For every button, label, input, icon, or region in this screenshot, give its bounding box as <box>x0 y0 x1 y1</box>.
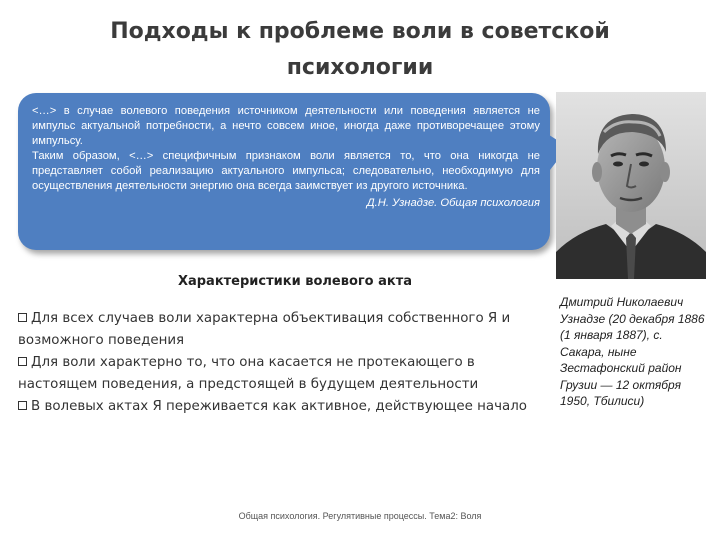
quote-source: Д.Н. Узнадзе. Общая психология <box>366 197 540 209</box>
list-item <box>18 352 540 396</box>
characteristics-heading: Характеристики волевого акта <box>177 274 413 289</box>
checkbox-bullet-icon <box>18 401 27 410</box>
characteristics-list <box>18 308 540 418</box>
footer-text: Общая психология. Регулятивные процессы. Тема2: Воля <box>238 511 482 521</box>
list-item-text: Для всех случаев воли характерна объективация собственного Я и возможного поведения <box>18 311 511 348</box>
quote-callout <box>18 93 550 250</box>
quote-paragraph-2: Таким образом, <…> специфичным признаком воли является то, что она никогда не представляет собой реализацию актуального импульса; следовательно, необходимую для осуществления деятельности энергию она всегда заимствует из другого источника. <box>32 150 540 192</box>
portrait-image <box>556 92 706 279</box>
list-item <box>18 308 540 352</box>
list-item-text: Для воли характерно то, что она касается не протекающего в настоящем поведения, а предстоящей в будущем деятельности <box>18 355 479 392</box>
checkbox-bullet-icon <box>18 357 27 366</box>
quote-paragraph-1: <…> в случае волевого поведения источником деятельности или поведения является не импульс актуальной потребности, а нечто совсем иное, иногда даже противоречащее этому импульсу. <box>32 105 540 147</box>
quote-text <box>32 104 540 211</box>
list-item <box>18 396 540 418</box>
list-item-text: В волевых актах Я переживается как активное, действующее начало <box>31 399 527 414</box>
portrait-caption: Дмитрий Николаевич Узнадзе (20 декабря 1886 (1 января 1887), с. Сакара, ныне Зестафонский район Грузии — 12 октября 1950, Тбилиси) <box>560 295 705 408</box>
checkbox-bullet-icon <box>18 313 27 322</box>
slide-title: Подходы к проблеме воли в советской психологии <box>110 19 610 80</box>
portrait-photo <box>556 92 706 279</box>
